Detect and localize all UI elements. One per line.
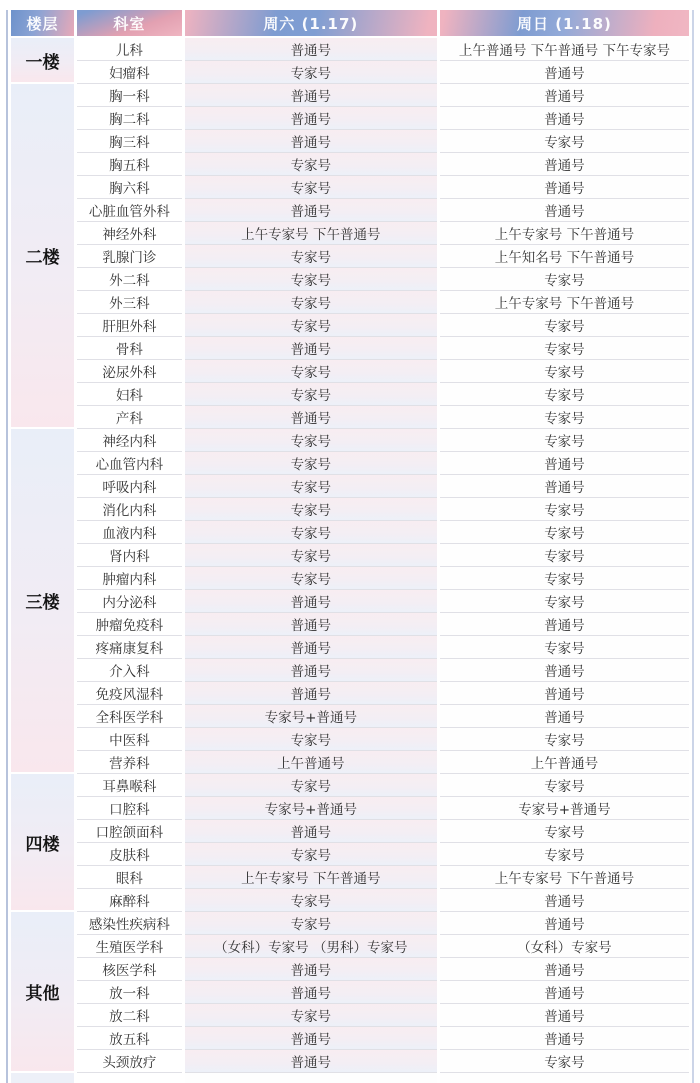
saturday-cell: 专家号 <box>185 544 437 567</box>
dept-cell: 神经外科 <box>77 222 182 245</box>
sunday-cell: 专家号 <box>440 130 689 153</box>
saturday-cell: 专家号 <box>185 843 437 866</box>
dept-cell: 外三科 <box>77 291 182 314</box>
table-row <box>11 797 689 820</box>
dept-cell: 肾内科 <box>77 544 182 567</box>
dept-cell: 皮肤科 <box>77 843 182 866</box>
table-row <box>11 613 689 636</box>
dept-cell: 泌尿外科 <box>77 360 182 383</box>
saturday-cell: 专家号 <box>185 314 437 337</box>
table-row <box>11 590 689 613</box>
table-row <box>11 774 689 797</box>
sunday-cell: 专家号 <box>440 774 689 797</box>
dept-cell <box>77 1073 182 1083</box>
saturday-cell: 普通号 <box>185 1050 437 1073</box>
sunday-cell: 专家号 <box>440 337 689 360</box>
table-row <box>11 337 689 360</box>
sunday-cell: 上午知名号 下午普通号 <box>440 245 689 268</box>
sunday-cell: 普通号 <box>440 613 689 636</box>
sunday-cell: 专家号 <box>440 728 689 751</box>
sunday-cell: 上午普通号 <box>440 751 689 774</box>
table-row <box>11 199 689 222</box>
table-row <box>11 383 689 406</box>
dept-cell: 产科 <box>77 406 182 429</box>
sunday-cell: 普通号 <box>440 452 689 475</box>
dept-cell: 妇瘤科 <box>77 61 182 84</box>
floor-cell-2: 三楼 <box>11 429 74 774</box>
table-row <box>11 245 689 268</box>
saturday-cell: 普通号 <box>185 84 437 107</box>
dept-cell: 放一科 <box>77 981 182 1004</box>
sunday-cell: 普通号 <box>440 475 689 498</box>
sunday-cell: 普通号 <box>440 199 689 222</box>
sunday-cell: 上午普通号 下午普通号 下午专家号 <box>440 38 689 61</box>
dept-cell: 感染性疾病科 <box>77 912 182 935</box>
saturday-cell: 专家号 <box>185 475 437 498</box>
dept-cell: 放五科 <box>77 1027 182 1050</box>
saturday-cell: 专家号 <box>185 291 437 314</box>
table-row <box>11 1050 689 1073</box>
dept-cell: 儿科 <box>77 38 182 61</box>
dept-cell: 胸六科 <box>77 176 182 199</box>
table-row <box>11 406 689 429</box>
table-row <box>11 429 689 452</box>
table-row <box>11 107 689 130</box>
sunday-cell: 专家号+普通号 <box>440 797 689 820</box>
saturday-cell: 专家号 <box>185 912 437 935</box>
saturday-cell: 专家号 <box>185 360 437 383</box>
saturday-cell: 普通号 <box>185 590 437 613</box>
saturday-cell: 普通号 <box>185 636 437 659</box>
dept-cell: 外二科 <box>77 268 182 291</box>
saturday-cell: 专家号 <box>185 774 437 797</box>
table-row <box>11 1027 689 1050</box>
saturday-cell: 专家号 <box>185 567 437 590</box>
sunday-cell: 专家号 <box>440 429 689 452</box>
saturday-cell: 上午专家号 下午普通号 <box>185 222 437 245</box>
saturday-cell: 专家号 <box>185 728 437 751</box>
header-sunday: 周日 (1.18) <box>440 10 689 38</box>
saturday-cell: 上午专家号 下午普通号 <box>185 866 437 889</box>
table-row <box>11 291 689 314</box>
sunday-cell: 普通号 <box>440 889 689 912</box>
table-row <box>11 153 689 176</box>
header-dept: 科室 <box>77 10 182 38</box>
table-row <box>11 521 689 544</box>
saturday-cell: 专家号+普通号 <box>185 705 437 728</box>
sunday-cell: 专家号 <box>440 590 689 613</box>
dept-cell: 神经内科 <box>77 429 182 452</box>
saturday-cell: 普通号 <box>185 107 437 130</box>
sunday-cell: 专家号 <box>440 498 689 521</box>
table-row <box>11 981 689 1004</box>
sunday-cell: 专家号 <box>440 1050 689 1073</box>
table-row <box>11 61 689 84</box>
sunday-cell: 专家号 <box>440 268 689 291</box>
table-row <box>11 659 689 682</box>
table-row <box>11 544 689 567</box>
saturday-cell: 专家号 <box>185 153 437 176</box>
header-saturday: 周六 (1.17) <box>185 10 437 38</box>
dept-cell: 心脏血管外科 <box>77 199 182 222</box>
saturday-cell <box>185 1073 437 1083</box>
table-row <box>11 889 689 912</box>
dept-cell: 营养科 <box>77 751 182 774</box>
saturday-cell: 专家号 <box>185 245 437 268</box>
table-row <box>11 912 689 935</box>
dept-cell: 血液内科 <box>77 521 182 544</box>
floor-cell-0: 一楼 <box>11 38 74 84</box>
schedule-table-wrap <box>6 10 694 1083</box>
saturday-cell: 普通号 <box>185 38 437 61</box>
sunday-cell: 普通号 <box>440 958 689 981</box>
table-row <box>11 475 689 498</box>
dept-cell: 心血管内科 <box>77 452 182 475</box>
sunday-cell: 专家号 <box>440 544 689 567</box>
saturday-cell: 普通号 <box>185 981 437 1004</box>
dept-cell: 核医学科 <box>77 958 182 981</box>
table-body <box>11 38 689 1083</box>
saturday-cell: 专家号 <box>185 268 437 291</box>
dept-cell: 麻醉科 <box>77 889 182 912</box>
dept-cell: 口腔颌面科 <box>77 820 182 843</box>
dept-cell: 生殖医学科 <box>77 935 182 958</box>
dept-cell: 消化内科 <box>77 498 182 521</box>
sunday-cell: 普通号 <box>440 659 689 682</box>
table-row <box>11 751 689 774</box>
dept-cell: 胸五科 <box>77 153 182 176</box>
floor-cell-3: 四楼 <box>11 774 74 912</box>
dept-cell: 肿瘤内科 <box>77 567 182 590</box>
saturday-cell: 普通号 <box>185 130 437 153</box>
sunday-cell: 专家号 <box>440 360 689 383</box>
dept-cell: 胸三科 <box>77 130 182 153</box>
saturday-cell: 普通号 <box>185 199 437 222</box>
sunday-cell: 普通号 <box>440 1027 689 1050</box>
saturday-cell: 专家号 <box>185 61 437 84</box>
table-row <box>11 866 689 889</box>
weekend-schedule-table <box>8 10 692 1083</box>
table-row <box>11 268 689 291</box>
sunday-cell: 普通号 <box>440 682 689 705</box>
saturday-cell: 专家号 <box>185 176 437 199</box>
dept-cell: 中医科 <box>77 728 182 751</box>
dept-cell: 眼科 <box>77 866 182 889</box>
table-row <box>11 1004 689 1027</box>
saturday-cell: 普通号 <box>185 682 437 705</box>
table-row <box>11 820 689 843</box>
table-row <box>11 84 689 107</box>
dept-cell: 肝胆外科 <box>77 314 182 337</box>
sunday-cell: 上午专家号 下午普通号 <box>440 866 689 889</box>
dept-cell: 妇科 <box>77 383 182 406</box>
table-row <box>11 705 689 728</box>
sunday-cell: 专家号 <box>440 406 689 429</box>
sunday-cell: 上午专家号 下午普通号 <box>440 222 689 245</box>
header-floor: 楼层 <box>11 10 74 38</box>
sunday-cell: 专家号 <box>440 636 689 659</box>
dept-cell: 胸一科 <box>77 84 182 107</box>
table-row <box>11 222 689 245</box>
table-row <box>11 314 689 337</box>
table-row <box>11 130 689 153</box>
table-row <box>11 843 689 866</box>
saturday-cell: 专家号+普通号 <box>185 797 437 820</box>
table-row <box>11 38 689 61</box>
saturday-cell: 普通号 <box>185 613 437 636</box>
dept-cell: 头颈放疗 <box>77 1050 182 1073</box>
sunday-cell: 普通号 <box>440 705 689 728</box>
table-row <box>11 636 689 659</box>
saturday-cell: 普通号 <box>185 1027 437 1050</box>
table-row <box>11 958 689 981</box>
saturday-cell: 普通号 <box>185 659 437 682</box>
dept-cell: 胸二科 <box>77 107 182 130</box>
sunday-cell: 专家号 <box>440 383 689 406</box>
dept-cell: 呼吸内科 <box>77 475 182 498</box>
saturday-cell: 专家号 <box>185 429 437 452</box>
sunday-cell: 专家号 <box>440 521 689 544</box>
sunday-cell: 专家号 <box>440 820 689 843</box>
saturday-cell: 普通号 <box>185 820 437 843</box>
dept-cell: 内分泌科 <box>77 590 182 613</box>
table-row <box>11 176 689 199</box>
floor-cell-4: 其他 <box>11 912 74 1073</box>
sunday-cell: 上午专家号 下午普通号 <box>440 291 689 314</box>
saturday-cell: 专家号 <box>185 889 437 912</box>
dept-cell: 乳腺门诊 <box>77 245 182 268</box>
dept-cell: 免疫风湿科 <box>77 682 182 705</box>
sunday-cell: 普通号 <box>440 61 689 84</box>
sunday-cell: 普通号 <box>440 84 689 107</box>
saturday-cell: 专家号 <box>185 498 437 521</box>
saturday-cell: 专家号 <box>185 383 437 406</box>
saturday-cell: 普通号 <box>185 406 437 429</box>
saturday-cell: 专家号 <box>185 521 437 544</box>
dept-cell: 介入科 <box>77 659 182 682</box>
dept-cell: 耳鼻喉科 <box>77 774 182 797</box>
header-row <box>11 10 689 38</box>
saturday-cell: 上午普通号 <box>185 751 437 774</box>
saturday-cell: 专家号 <box>185 1004 437 1027</box>
sunday-cell: 专家号 <box>440 314 689 337</box>
table-row <box>11 498 689 521</box>
saturday-cell: 普通号 <box>185 958 437 981</box>
sunday-cell: 普通号 <box>440 981 689 1004</box>
sunday-cell: （女科）专家号 <box>440 935 689 958</box>
sunday-cell: 普通号 <box>440 153 689 176</box>
sunday-cell: 专家号 <box>440 567 689 590</box>
saturday-cell: 专家号 <box>185 452 437 475</box>
sunday-cell: 普通号 <box>440 176 689 199</box>
sunday-cell: 专家号 <box>440 843 689 866</box>
table-row <box>11 567 689 590</box>
floor-cell-partial <box>11 1073 74 1083</box>
table-row <box>11 728 689 751</box>
dept-cell: 疼痛康复科 <box>77 636 182 659</box>
sunday-cell <box>440 1073 689 1083</box>
dept-cell: 全科医学科 <box>77 705 182 728</box>
top-margin <box>0 0 700 10</box>
sunday-cell: 普通号 <box>440 1004 689 1027</box>
table-row <box>11 935 689 958</box>
table-row <box>11 452 689 475</box>
table-row <box>11 360 689 383</box>
dept-cell: 肿瘤免疫科 <box>77 613 182 636</box>
floor-cell-1: 二楼 <box>11 84 74 429</box>
table-row <box>11 682 689 705</box>
sunday-cell: 普通号 <box>440 912 689 935</box>
dept-cell: 放二科 <box>77 1004 182 1027</box>
saturday-cell: 普通号 <box>185 337 437 360</box>
sunday-cell: 普通号 <box>440 107 689 130</box>
dept-cell: 口腔科 <box>77 797 182 820</box>
dept-cell: 骨科 <box>77 337 182 360</box>
partial-bottom-row <box>11 1073 689 1083</box>
saturday-cell: （女科）专家号 （男科）专家号 <box>185 935 437 958</box>
